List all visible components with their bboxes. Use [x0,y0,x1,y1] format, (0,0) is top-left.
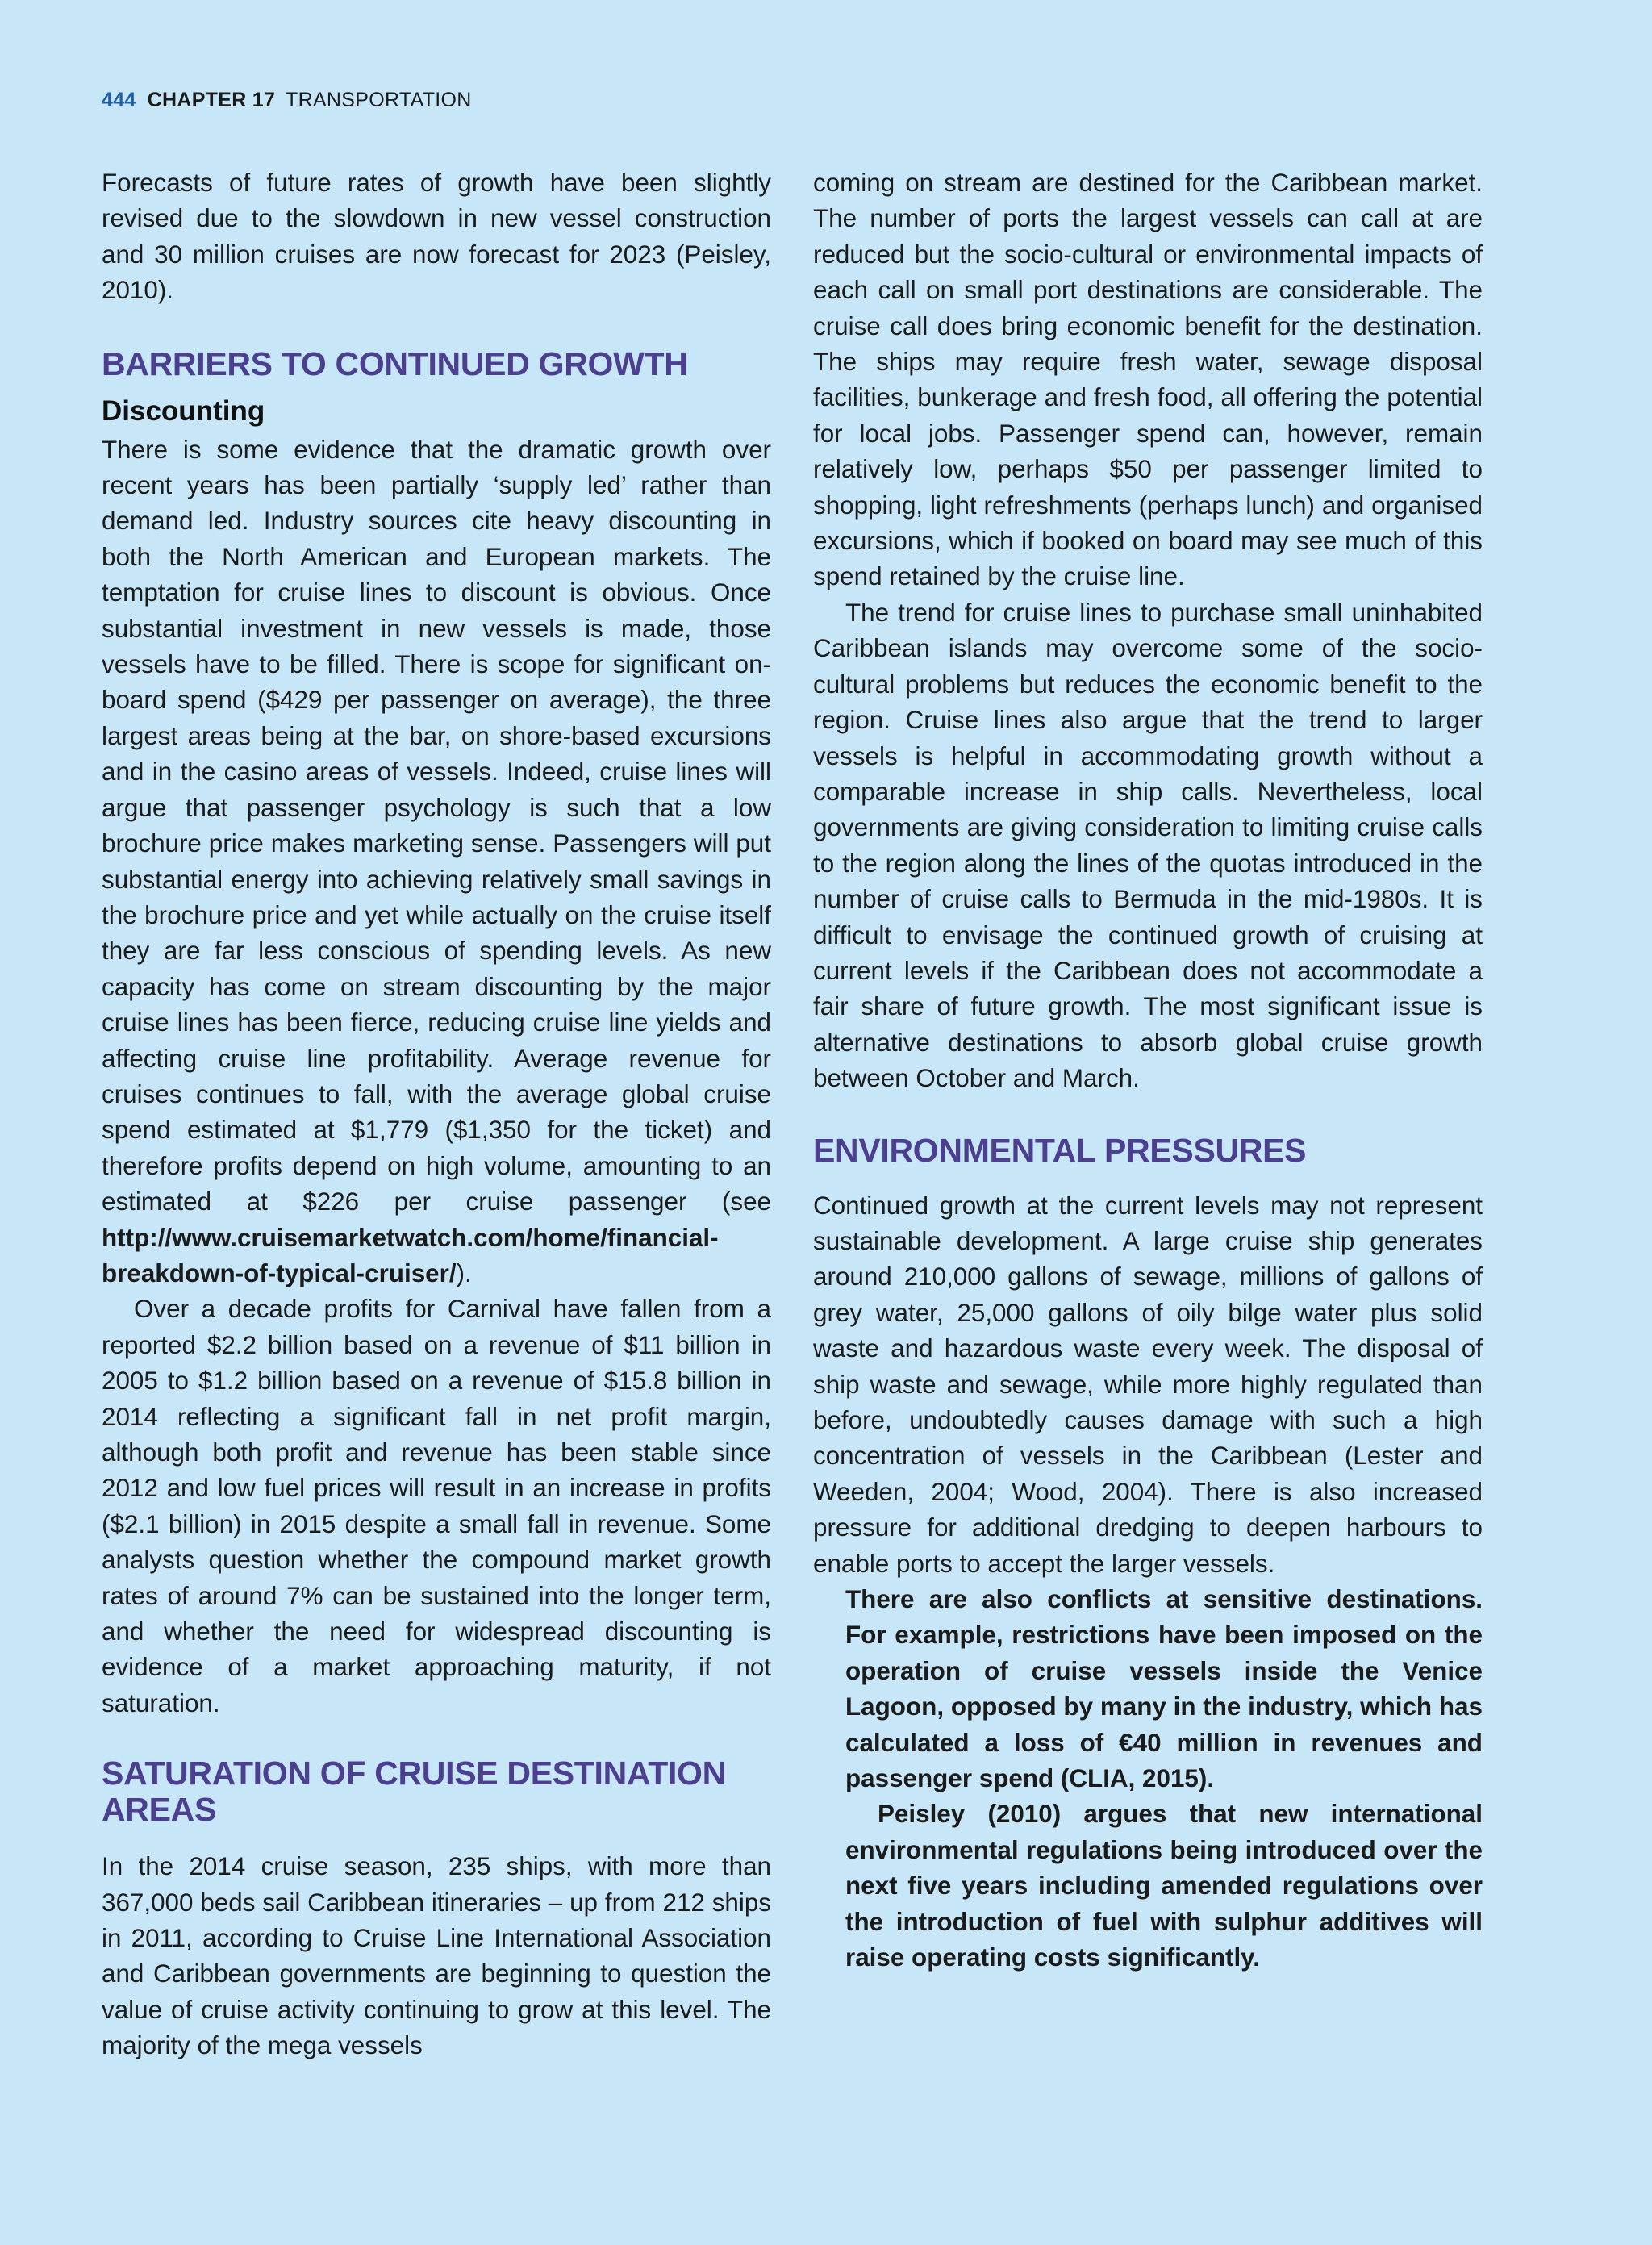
environmental-paragraph: Continued growth at the current levels may not represent sustainable development. A large cruise ship generates around 210,000 gallons of sewage, millions of gallons of grey water, 25,000 gallons of oily bilge water plus solid waste and hazardous waste every week. The disposal of ship waste and sewage, while more highly regulated than before, undoubtedly causes damage with such a high concentration of vessels in the Caribbean (Lester and Weeden, 2004; Wood, 2004). There is also increased pressure for additional dredging to deepen harbours to enable ports to accept the larger vessels. [813,1191,1483,1578]
discounting-paragraph-2: Over a decade profits for Carnival have fallen from a reported $2.2 billion based on a revenue of $11 billion in 2005 to $1.2 billion based on a revenue of $15.8 billion in 2014 reflecting a significant fall in net profit margin, although both profit and revenue has been stable since 2012 and low fuel prices will result in an increase in profits ($2.1 billion) in 2015 despite a small fall in revenue. Some analysts question whether the compound market growth rates of around 7% can be sustained into the longer term, and whether the need for widespread discounting is evidence of a market approaching maturity, if not saturation. [102,1295,771,1717]
saturation-heading: SATURATION OF CRUISE DESTINATION AREAS [102,1755,726,1829]
trend-paragraph: The trend for cruise lines to purchase small uninhabited Caribbean islands may overcome some of the socio-cultural problems but reduces the economic benefit to the region. Cruise lines also argue that the trend to larger vessels is helpful in accommodating growth without a comparable increase in ship calls. Nevertheless, local governments are giving consideration to limiting cruise calls to the region along the lines of the quotas introduced in the number of cruise calls to Bermuda in the mid-1980s. It is difficult to envisage the continued growth of cruising at current levels if the Caribbean does not accommodate a fair share of future growth. The most significant issue is alternative destinations to absorb global cruise growth between October and March. [813,598,1483,1093]
discounting-paragraph-1 [102,432,771,1292]
chapter-label: CHAPTER 17 [147,89,276,111]
callout-paragraph-1: There are also conflicts at sensitive destinations. For example, restrictions have been imposed on the operation of cruise vessels inside the Venice Lagoon, opposed by many in the industry, which has calculated a loss of €40 million in revenues and passenger spend (CLIA, 2015). [845,1585,1483,1793]
page-number: 444 [102,89,136,111]
discounting-heading: Discounting [102,394,265,427]
barriers-heading: BARRIERS TO CONTINUED GROWTH [102,344,688,382]
callout-box [845,1582,1483,1976]
continued-paragraph: coming on stream are destined for the Caribbean market. The number of ports the largest vessels can call at are reduced but the socio-cultural or environmental impacts of each call on small port destinations are considerable. The cruise call does bring economic benefit for the destination. The ships may require fresh water, sewage disposal facilities, bunkerage and fresh food, all offering the potential for local jobs. Passenger spend can, however, remain relatively low, perhaps $50 per passenger limited to shopping, light refreshments (perhaps lunch) and organised excursions, which if booked on board may see much of this spend retained by the cruise line. [813,169,1483,591]
running-head [102,89,472,112]
saturation-paragraph: In the 2014 cruise season, 235 ships, with more than 367,000 beds sail Caribbean itineraries – up from 212 ships in 2011, according to Cruise Line International Association and Caribbean governments are beginning to question the value of cruise activity continuing to grow at this level. The majority of the mega vessels [102,1852,771,2060]
environmental-heading: ENVIRONMENTAL PRESSURES [813,1131,1307,1169]
intro-paragraph: Forecasts of future rates of growth have been slightly revised due to the slowdown in new vessel construction and 30 million cruises are now forecast for 2023 (Peisley, 2010). [102,169,771,305]
right-column [813,165,1483,1976]
discounting-text-end: ). [456,1258,472,1287]
left-column [102,165,771,2064]
cruisemarketwatch-link[interactable]: http://www.cruisemarketwatch.com/home/financial-breakdown-of-typical-cruiser/ [102,1223,719,1287]
chapter-title: TRANSPORTATION [286,89,472,111]
callout-paragraph-2: Peisley (2010) argues that new international environmental regulations being introduced over the next five years including amended regulations over the introduction of fuel with sulphur additives will raise operating costs significantly. [845,1800,1483,1972]
discounting-text: There is some evidence that the dramatic growth over recent years has been partially ‘supply led’ rather than demand led. Industry sources cite heavy discounting in both the North American and European markets. The temptation for cruise lines to discount is obvious. Once substantial investment in new vessels is made, those vessels have to be filled. There is scope for significant on-board spend ($429 per passenger on average), the three largest areas being at the bar, on shore-based excursions and in the casino areas of vessels. Indeed, cruise lines will argue that passenger psychology is such that a low brochure price makes marketing sense. Passengers will put substantial energy into achieving relatively small savings in the brochure price and yet while actually on the cruise itself they are far less conscious of spending levels. As new capacity has come on stream discounting by the major cruise lines has been fierce, reducing cruise line yields and affecting cruise line profitability. Average revenue for cruises continues to fall, with the average global cruise spend estimated at $1,779 ($1,350 for the ticket) and therefore profits depend on high volume, amounting to an estimated at $226 per cruise passenger (see [102,435,771,1216]
